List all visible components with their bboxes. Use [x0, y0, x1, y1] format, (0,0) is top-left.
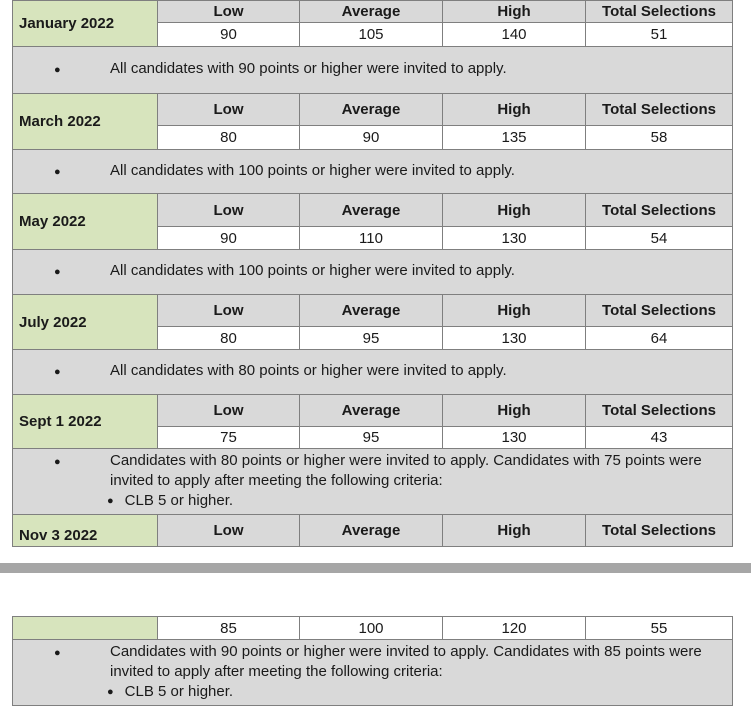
draw-date-label: May 2022 — [13, 194, 158, 250]
bullet-icon — [19, 161, 88, 183]
draw-note — [13, 449, 733, 515]
sub-criteria-text: CLB 5 or higher. — [124, 492, 234, 509]
value-total-selections: 54 — [586, 227, 733, 250]
header-low: Low — [158, 194, 300, 227]
note-text: All candidates with 80 points or higher were invited to apply. — [110, 362, 507, 379]
page-break-divider — [0, 563, 751, 573]
header-average: Average — [300, 295, 443, 327]
value-average: 100 — [300, 617, 443, 640]
bullet-icon — [19, 59, 88, 81]
draw-date-label: January 2022 — [13, 1, 158, 47]
draw-table-july-2022 — [12, 294, 733, 395]
value-total-selections: 64 — [586, 327, 733, 350]
draw-date-label: Nov 3 2022 — [13, 515, 158, 547]
header-low: Low — [158, 515, 300, 547]
header-low: Low — [158, 1, 300, 23]
bullet-icon — [19, 261, 88, 283]
draw-table-sept-1-2022 — [12, 394, 733, 515]
value-average: 95 — [300, 327, 443, 350]
value-high: 130 — [443, 327, 586, 350]
header-average: Average — [300, 194, 443, 227]
value-total-selections: 43 — [586, 427, 733, 449]
draw-note — [13, 350, 733, 395]
value-low: 80 — [158, 327, 300, 350]
sub-bullet-icon — [107, 491, 125, 512]
header-average: Average — [300, 1, 443, 23]
value-low: 80 — [158, 126, 300, 150]
header-low: Low — [158, 395, 300, 427]
value-average: 110 — [300, 227, 443, 250]
value-low: 75 — [158, 427, 300, 449]
draw-note — [13, 150, 733, 194]
value-average: 95 — [300, 427, 443, 449]
draw-date-label: March 2022 — [13, 94, 158, 150]
header-total-selections: Total Selections — [586, 194, 733, 227]
header-high: High — [443, 395, 586, 427]
header-high: High — [443, 94, 586, 126]
value-average: 90 — [300, 126, 443, 150]
value-high: 140 — [443, 23, 586, 47]
bullet-icon — [19, 451, 88, 473]
sub-criteria-text: CLB 5 or higher. — [124, 683, 234, 700]
value-high: 135 — [443, 126, 586, 150]
value-total-selections: 55 — [586, 617, 733, 640]
header-high: High — [443, 194, 586, 227]
value-low: 85 — [158, 617, 300, 640]
header-total-selections: Total Selections — [586, 94, 733, 126]
header-total-selections: Total Selections — [586, 295, 733, 327]
value-high: 120 — [443, 617, 586, 640]
draw-note — [13, 47, 733, 94]
header-total-selections: Total Selections — [586, 515, 733, 547]
note-text: All candidates with 100 points or higher were invited to apply. — [110, 262, 515, 279]
header-low: Low — [158, 94, 300, 126]
value-low: 90 — [158, 227, 300, 250]
draw-note — [13, 640, 733, 706]
note-text: Candidates with 90 points or higher were invited to apply. Candidates with 85 points were invited to apply after meeting the following criteria: — [110, 643, 702, 680]
draw-table-nov-3-2022-values — [12, 616, 733, 706]
value-low: 90 — [158, 23, 300, 47]
value-high: 130 — [443, 227, 586, 250]
note-text: Candidates with 80 points or higher were invited to apply. Candidates with 75 points were invited to apply after meeting the following criteria: — [110, 452, 702, 489]
header-low: Low — [158, 295, 300, 327]
header-high: High — [443, 295, 586, 327]
header-high: High — [443, 1, 586, 23]
draw-date-label: Sept 1 2022 — [13, 395, 158, 449]
value-total-selections: 58 — [586, 126, 733, 150]
draw-table-january-2022 — [12, 0, 733, 94]
header-average: Average — [300, 395, 443, 427]
header-total-selections: Total Selections — [586, 1, 733, 23]
draw-table-nov-3-2022-header — [12, 514, 733, 547]
note-text: All candidates with 100 points or higher were invited to apply. — [110, 161, 515, 179]
note-text: All candidates with 90 points or higher were invited to apply. — [110, 60, 507, 77]
header-average: Average — [300, 94, 443, 126]
value-high: 130 — [443, 427, 586, 449]
header-total-selections: Total Selections — [586, 395, 733, 427]
value-total-selections: 51 — [586, 23, 733, 47]
bullet-icon — [19, 642, 88, 664]
draw-table-march-2022 — [12, 93, 733, 194]
value-average: 105 — [300, 23, 443, 47]
draw-table-may-2022 — [12, 193, 733, 295]
draw-date-label: July 2022 — [13, 295, 158, 350]
sub-bullet-icon — [107, 682, 125, 703]
header-average: Average — [300, 515, 443, 547]
header-high: High — [443, 515, 586, 547]
draw-note — [13, 250, 733, 295]
draw-date-label-continued — [13, 617, 158, 640]
bullet-icon — [19, 361, 88, 383]
